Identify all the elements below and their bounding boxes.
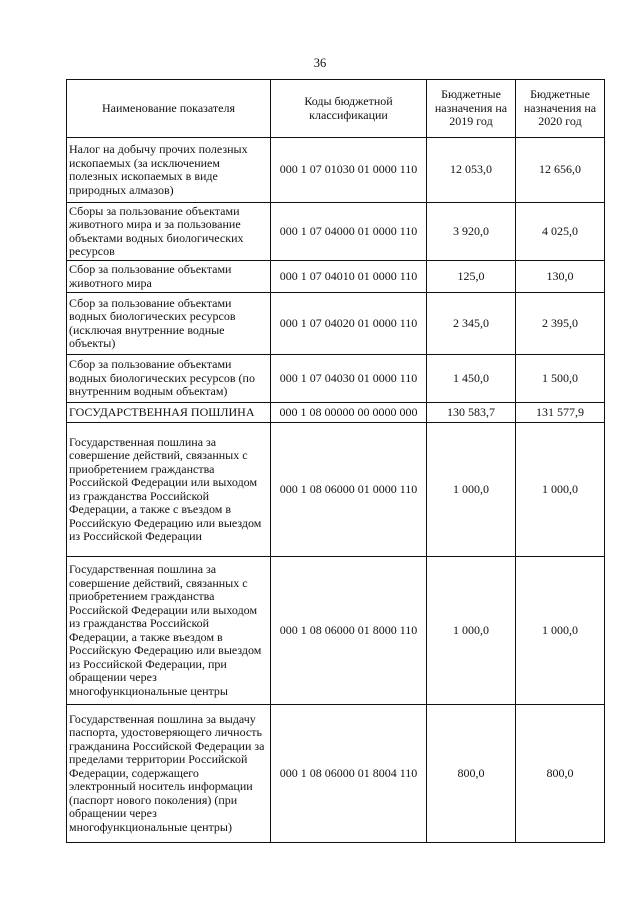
row-name: Сбор за пользование объектами животного мира <box>67 261 271 293</box>
table-row <box>67 138 605 203</box>
row-name: Государственная пошлина за выдачу паспорта, удостоверяющего личность гражданина Российской Федерации за пределами территории Российской Федерации, содержащего электронный носитель информации (паспорт нового поколения) (при обращении через многофункциональные центры) <box>67 705 271 843</box>
row-value-2019: 3 920,0 <box>427 203 516 261</box>
row-value-2020: 12 656,0 <box>516 138 605 203</box>
row-code: 000 1 08 06000 01 8004 110 <box>271 705 427 843</box>
row-value-2020: 1 000,0 <box>516 423 605 557</box>
row-name: Государственная пошлина за совершение действий, связанных с приобретением гражданства Российской Федерации или выходом из гражданства Российской Федерации, а также с въездом в Российскую Федерацию или выездом из Российской Федерации <box>67 423 271 557</box>
row-value-2020: 1 000,0 <box>516 557 605 705</box>
row-value-2019: 1 000,0 <box>427 557 516 705</box>
table-row <box>67 355 605 403</box>
header-budget-2019: Бюджетные назначения на 2019 год <box>427 80 516 138</box>
table-row <box>67 403 605 423</box>
row-value-2020: 1 500,0 <box>516 355 605 403</box>
row-code: 000 1 08 06000 01 0000 110 <box>271 423 427 557</box>
table-row <box>67 293 605 355</box>
row-name: Налог на добычу прочих полезных ископаемых (за исключением полезных ископаемых в виде природных алмазов) <box>67 138 271 203</box>
row-name: Сбор за пользование объектами водных биологических ресурсов (исключая внутренние водные объекты) <box>67 293 271 355</box>
row-value-2019: 1 000,0 <box>427 423 516 557</box>
row-value-2020: 4 025,0 <box>516 203 605 261</box>
table-row <box>67 261 605 293</box>
header-row <box>67 80 605 138</box>
row-value-2019: 130 583,7 <box>427 403 516 423</box>
table-row <box>67 203 605 261</box>
page-number: 36 <box>313 56 327 70</box>
row-name: Сбор за пользование объектами водных биологических ресурсов (по внутренним водным объектам) <box>67 355 271 403</box>
row-value-2020: 131 577,9 <box>516 403 605 423</box>
row-code: 000 1 07 04020 01 0000 110 <box>271 293 427 355</box>
row-code: 000 1 07 04030 01 0000 110 <box>271 355 427 403</box>
row-value-2019: 1 450,0 <box>427 355 516 403</box>
row-value-2019: 2 345,0 <box>427 293 516 355</box>
row-value-2020: 2 395,0 <box>516 293 605 355</box>
table-row <box>67 705 605 843</box>
row-value-2020: 800,0 <box>516 705 605 843</box>
row-name: Государственная пошлина за совершение действий, связанных с приобретением гражданства Российской Федерации или выходом из гражданства Российской Федерации, а также въездом в Российскую Федерацию или выездом из Российской Федерации, при обращении через многофункциональные центры <box>67 557 271 705</box>
row-name: Сборы за пользование объектами животного мира и за пользование объектами водных биологических ресурсов <box>67 203 271 261</box>
table-row <box>67 423 605 557</box>
row-code: 000 1 08 06000 01 8000 110 <box>271 557 427 705</box>
row-code: 000 1 07 04010 01 0000 110 <box>271 261 427 293</box>
row-value-2019: 800,0 <box>427 705 516 843</box>
row-value-2019: 125,0 <box>427 261 516 293</box>
row-name: ГОСУДАРСТВЕННАЯ ПОШЛИНА <box>67 403 271 423</box>
row-code: 000 1 08 00000 00 0000 000 <box>271 403 427 423</box>
row-value-2019: 12 053,0 <box>427 138 516 203</box>
row-code: 000 1 07 01030 01 0000 110 <box>271 138 427 203</box>
header-budget-codes: Коды бюджетной классификации <box>271 80 427 138</box>
header-indicator-name: Наименование показателя <box>67 80 271 138</box>
table-row <box>67 557 605 705</box>
budget-table <box>66 79 605 843</box>
header-budget-2020: Бюджетные назначения на 2020 год <box>516 80 605 138</box>
row-code: 000 1 07 04000 01 0000 110 <box>271 203 427 261</box>
row-value-2020: 130,0 <box>516 261 605 293</box>
